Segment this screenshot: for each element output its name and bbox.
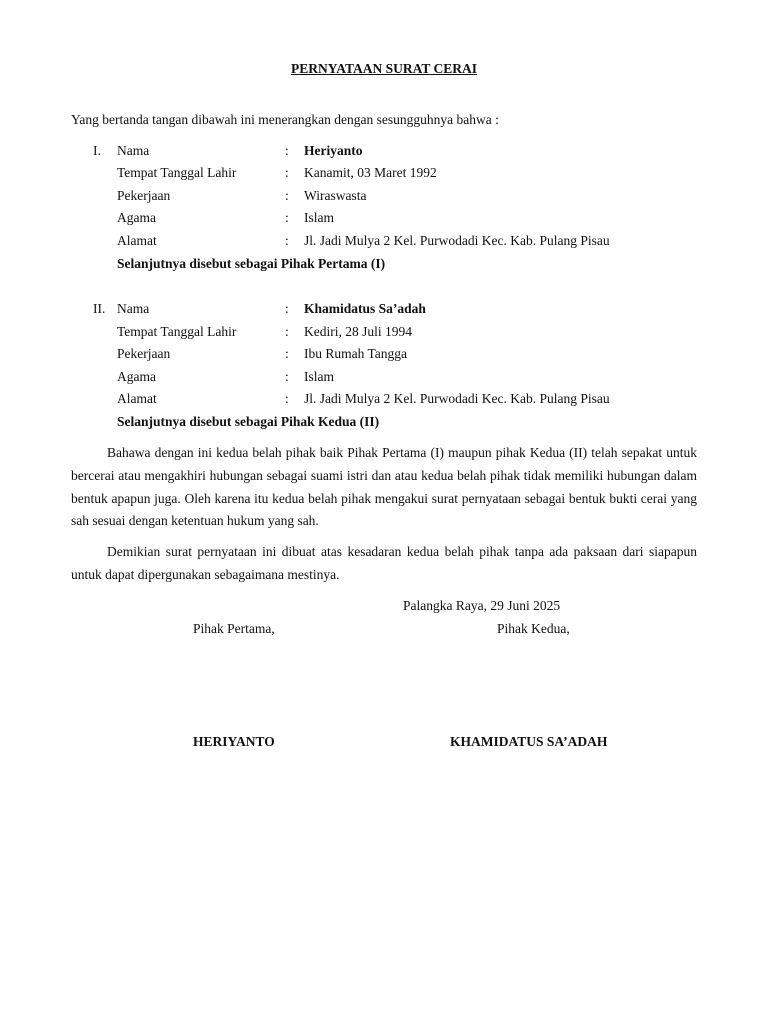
party1-signature-name: HERIYANTO — [193, 734, 275, 749]
party1-numeral: I. — [93, 143, 101, 158]
field-value: Islam — [304, 210, 334, 225]
party1-designation: Selanjutnya disebut sebagai Pihak Pertama (I) — [117, 256, 386, 271]
statement-paragraph: Bahawa dengan ini kedua belah pihak baik Pihak Pertama (I) maupun pihak Kedua (II) telah sepakat untuk bercerai atau mengakhiri hubungan sebagai suami istri dan atau kedua belah pihak tidak memiliki hubungan dalam bentuk apapun juga. Oleh karena itu kedua belah pihak mengakui surat pernyataan sebagai bentuk bukti cerai yang sah sesuai dengan ketentuan hukum yang sah. — [71, 445, 697, 529]
closing-paragraph: Demikian surat pernyataan ini dibuat atas kesadaran kedua belah pihak tanpa ada paksaan dari siapapun untuk dapat dipergunakan sebagaimana mestinya. — [71, 544, 697, 582]
field-value: Jl. Jadi Mulya 2 Kel. Purwodadi Kec. Kab. Pulang Pisau — [304, 391, 610, 406]
party2-signature-name: KHAMIDATUS SA’ADAH — [450, 734, 608, 749]
field-colon: : — [285, 188, 289, 203]
field-label: Nama — [117, 143, 150, 158]
field-colon: : — [285, 210, 289, 225]
field-colon: : — [285, 233, 289, 248]
party2-name-value: Khamidatus Sa’adah — [304, 301, 426, 316]
field-label: Agama — [117, 210, 156, 225]
party2-numeral: II. — [93, 301, 106, 316]
field-label: Nama — [117, 301, 150, 316]
field-label: Pekerjaan — [117, 188, 171, 203]
field-colon: : — [285, 301, 289, 316]
field-value: Wiraswasta — [304, 188, 367, 203]
field-colon: : — [285, 391, 289, 406]
intro-text: Yang bertanda tangan dibawah ini menerangkan dengan sesungguhnya bahwa : — [71, 112, 499, 127]
party1-signature-label: Pihak Pertama, — [193, 621, 275, 636]
field-label: Tempat Tanggal Lahir — [117, 165, 237, 180]
field-value: Ibu Rumah Tangga — [304, 346, 408, 361]
party2-signature-label: Pihak Kedua, — [497, 621, 570, 636]
field-label: Tempat Tanggal Lahir — [117, 324, 237, 339]
field-label: Pekerjaan — [117, 346, 171, 361]
field-colon: : — [285, 346, 289, 361]
place-date: Palangka Raya, 29 Juni 2025 — [403, 598, 561, 613]
field-colon: : — [285, 324, 289, 339]
field-colon: : — [285, 143, 289, 158]
field-label: Agama — [117, 369, 156, 384]
field-value: Kediri, 28 Juli 1994 — [304, 324, 412, 339]
field-value: Kanamit, 03 Maret 1992 — [304, 165, 437, 180]
field-label: Alamat — [117, 233, 157, 248]
field-colon: : — [285, 165, 289, 180]
field-value: Islam — [304, 369, 334, 384]
party2-designation: Selanjutnya disebut sebagai Pihak Kedua (II) — [117, 414, 380, 429]
field-value: Jl. Jadi Mulya 2 Kel. Purwodadi Kec. Kab. Pulang Pisau — [304, 233, 610, 248]
document-title: PERNYATAAN SURAT CERAI — [290, 61, 478, 76]
party1-name-value: Heriyanto — [304, 143, 363, 158]
field-label: Alamat — [117, 391, 157, 406]
field-colon: : — [285, 369, 289, 384]
